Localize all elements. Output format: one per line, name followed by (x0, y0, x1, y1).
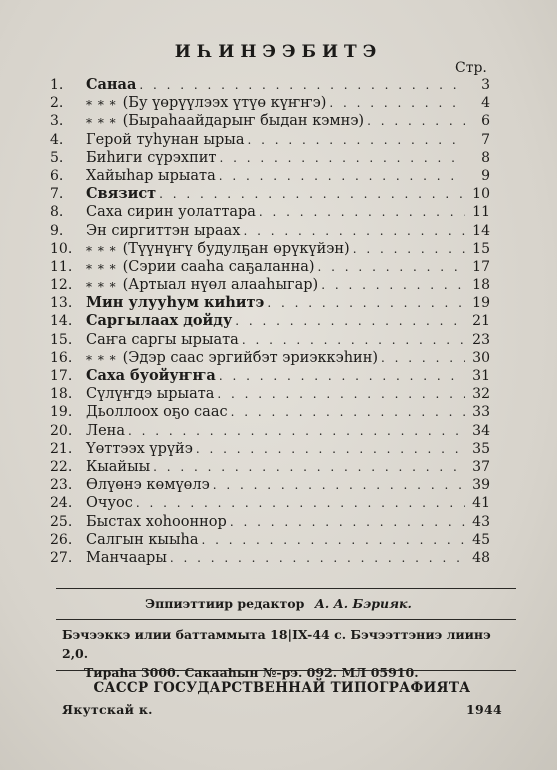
toc-entry-number: 8. (50, 204, 64, 221)
dot-leader (230, 513, 465, 531)
toc-entry (50, 331, 490, 349)
toc-entry-title: Лена (86, 422, 125, 439)
toc-entry-number: 14. (50, 313, 73, 330)
dot-leader (153, 458, 465, 476)
toc-entry (50, 258, 490, 276)
toc-entry-title: Эн сиргиттэн ыраах (86, 222, 241, 239)
toc-entry-page: 15 (472, 240, 490, 257)
toc-entry-page: 32 (472, 386, 490, 403)
toc-entry-page: 48 (472, 549, 490, 566)
editor-name: А. А. Бэрияк. (314, 596, 412, 611)
publication-year: 1944 (466, 702, 502, 717)
dot-leader (367, 112, 465, 130)
toc-entry (50, 167, 490, 185)
dot-leader (381, 349, 465, 367)
toc-entry (50, 222, 490, 240)
dot-leader (235, 312, 465, 330)
toc-entry-title: Очуос (86, 495, 133, 512)
toc-entry-page: 41 (472, 495, 490, 512)
toc-entry-title: Герой туһунан ырыа (86, 131, 245, 148)
publisher-city: Якутскай к. (62, 702, 153, 717)
toc-entry (50, 385, 490, 403)
toc-entry-number: 26. (50, 531, 73, 548)
page-title: ИҺИНЭЭБИТЭ (174, 42, 383, 62)
toc-entry-title: Саха сирин уолаттара (86, 204, 256, 221)
toc-entry-number: 10. (50, 240, 73, 257)
toc-entry-title: Манчаары (86, 549, 167, 566)
toc-entry-page: 9 (481, 167, 490, 184)
toc-entry (50, 294, 490, 312)
imprint-line: Тираһа 3000. Сакааһын №-рэ. 092. МЛ 05910. (84, 665, 419, 680)
dot-leader (196, 440, 465, 458)
toc-entry-title: Биһиги сүрэхпит (86, 149, 217, 166)
toc-entry-page: 18 (472, 277, 490, 294)
toc-entry-title: (Түүнүҥү будулҕан өрүкүйэн) (122, 240, 350, 257)
dot-leader (213, 476, 465, 494)
toc-entry-page: 14 (472, 222, 490, 239)
toc-entry-page: 30 (472, 349, 490, 366)
toc-entry-page: 37 (472, 458, 490, 475)
toc-entry-title: (Артыал нүөл алааһыгар) (122, 277, 319, 294)
toc-entry-page: 19 (472, 295, 490, 312)
toc-entry (50, 203, 490, 221)
toc-entry (50, 312, 490, 330)
dot-leader (247, 131, 465, 149)
toc-entry-page: 11 (472, 204, 490, 221)
toc-entry-title: Сүлүҥдэ ырыата (86, 386, 215, 403)
toc-entry-number: 16. (50, 349, 73, 366)
dot-leader (219, 367, 465, 385)
dot-leader (136, 494, 465, 512)
toc-entry (50, 403, 490, 421)
toc-entry (50, 531, 490, 549)
divider (56, 619, 516, 620)
toc-entry-number: 24. (50, 495, 73, 512)
toc-entry-page: 31 (472, 368, 490, 384)
toc-entry-page: 23 (472, 331, 490, 348)
toc-entry (50, 185, 490, 203)
toc-entry-number: 25. (50, 513, 73, 530)
toc-entry (50, 494, 490, 512)
imprint-line: Бэчээккэ илии баттаммыта 18|IX-44 с. Бэчээттэниэ лиинэ 2,0. (62, 627, 491, 661)
dot-leader (267, 294, 465, 312)
dot-leader (219, 167, 465, 185)
publisher-name: САССР ГОСУДАРСТВЕННАЙ ТИПОГРАФИЯТА (93, 680, 471, 696)
toc-entry-number: 4. (50, 131, 64, 148)
dot-leader (217, 385, 465, 403)
publisher-block (62, 680, 502, 717)
toc-entry (50, 513, 490, 531)
dot-leader (128, 422, 465, 440)
toc-entry-number: 19. (50, 404, 73, 421)
toc-entry-title: Саргылаах дойду (86, 312, 233, 330)
toc-entry-page: 21 (472, 313, 490, 330)
toc-entry-number: 17. (50, 368, 73, 384)
asterism-icon: * * * (86, 352, 117, 367)
toc-entry-number: 22. (50, 458, 73, 475)
toc-entry-number: 13. (50, 295, 73, 312)
toc-entry (50, 131, 490, 149)
dot-leader (329, 94, 465, 112)
toc-entry-number: 11. (50, 258, 73, 275)
toc-entry (50, 476, 490, 494)
toc-entry (50, 112, 490, 130)
toc-entry-number: 27. (50, 549, 73, 566)
page-column-label: Стр. (455, 60, 487, 76)
asterism-icon: * * * (86, 280, 117, 295)
toc-entry-number: 20. (50, 422, 73, 439)
asterism-icon: * * * (86, 116, 117, 131)
toc-entry-number: 3. (50, 113, 64, 130)
toc-entry-page: 45 (472, 531, 490, 548)
toc-entry-title: Саха буойуҥҥа (86, 367, 216, 384)
imprint (62, 625, 512, 682)
divider (56, 670, 516, 671)
toc-entry-number: 2. (50, 95, 64, 112)
asterism-icon: * * * (86, 98, 117, 113)
toc-entry-title: Саҥа саргы ырыата (86, 331, 239, 348)
toc-entry-page: 7 (481, 131, 490, 148)
toc-entry (50, 94, 490, 112)
dot-leader (243, 222, 465, 240)
toc-entry (50, 276, 490, 294)
toc-entry-number: 12. (50, 277, 73, 294)
dot-leader (242, 331, 465, 349)
toc-entry-number: 23. (50, 477, 73, 494)
toc-entry-title: Санаа (86, 76, 137, 93)
toc-entry (50, 458, 490, 476)
dot-leader (231, 403, 465, 421)
toc-entry (50, 422, 490, 440)
toc-entry-page: 35 (472, 440, 490, 457)
toc-entry-title: Салгын кыыһа (86, 531, 199, 548)
asterism-icon: * * * (86, 261, 117, 276)
toc-entry-title: Үөттээх үрүйэ (86, 440, 193, 457)
toc-entry-page: 33 (472, 404, 490, 421)
toc-entry-number: 21. (50, 440, 73, 457)
toc-entry-page: 34 (472, 422, 490, 439)
toc-entry-title: (Сэрии сааһа саҕаланна) (122, 258, 315, 275)
toc-entry-title: Быстах хоһооннор (86, 513, 227, 530)
toc-entry-number: 15. (50, 331, 73, 348)
toc-entry-number: 9. (50, 222, 64, 239)
dot-leader (170, 549, 465, 567)
editor-label: Эппиэттиир редактор (145, 596, 305, 611)
dot-leader (259, 203, 465, 221)
toc-entry (50, 549, 490, 567)
toc-entry-number: 5. (50, 149, 64, 166)
toc-entry (50, 349, 490, 367)
dot-leader (219, 149, 465, 167)
toc-entry-title: Связист (86, 185, 157, 203)
toc-entry (50, 440, 490, 458)
toc-entry-page: 39 (472, 477, 490, 494)
toc-entry-title: (Быраһаайдарыҥ быдан кэмнэ) (122, 113, 365, 130)
toc-entry-number: 1. (50, 77, 64, 93)
toc-entry (50, 240, 490, 258)
toc-entry-title: Кыайыы (86, 458, 151, 475)
divider (56, 588, 516, 589)
toc-entry (50, 367, 490, 385)
table-of-contents (50, 76, 490, 567)
dot-leader (353, 240, 465, 258)
dot-leader (139, 76, 465, 94)
toc-entry-page: 17 (472, 258, 490, 275)
dot-leader (318, 258, 465, 276)
editor-credit (0, 596, 557, 611)
toc-entry-number: 6. (50, 167, 64, 184)
toc-entry-page: 3 (481, 77, 490, 93)
toc-entry-page: 10 (472, 186, 490, 203)
toc-entry-title: (Бу үөрүүлээх үтүө күҥҥэ) (122, 95, 327, 112)
dot-leader (202, 531, 466, 549)
toc-entry-page: 6 (481, 113, 490, 130)
toc-entry-title: Дьоллоох оҕо саас (86, 404, 228, 421)
toc-entry-title: Өлүөнэ көмүөлэ (86, 477, 210, 494)
toc-entry-page: 43 (472, 513, 490, 530)
toc-entry (50, 76, 490, 94)
dot-leader (321, 276, 465, 294)
asterism-icon: * * * (86, 243, 117, 258)
toc-entry-number: 18. (50, 386, 73, 403)
toc-entry-title: (Эдэр саас эргийбэт эриэккэһин) (122, 349, 379, 366)
toc-entry-page: 4 (481, 95, 490, 112)
toc-entry-title: Мин улууһум киһитэ (86, 294, 265, 312)
toc-entry-title: Хайыһар ырыата (86, 167, 216, 184)
toc-entry-number: 7. (50, 186, 64, 203)
toc-entry (50, 149, 490, 167)
toc-entry-page: 8 (481, 149, 490, 166)
dot-leader (159, 185, 465, 203)
